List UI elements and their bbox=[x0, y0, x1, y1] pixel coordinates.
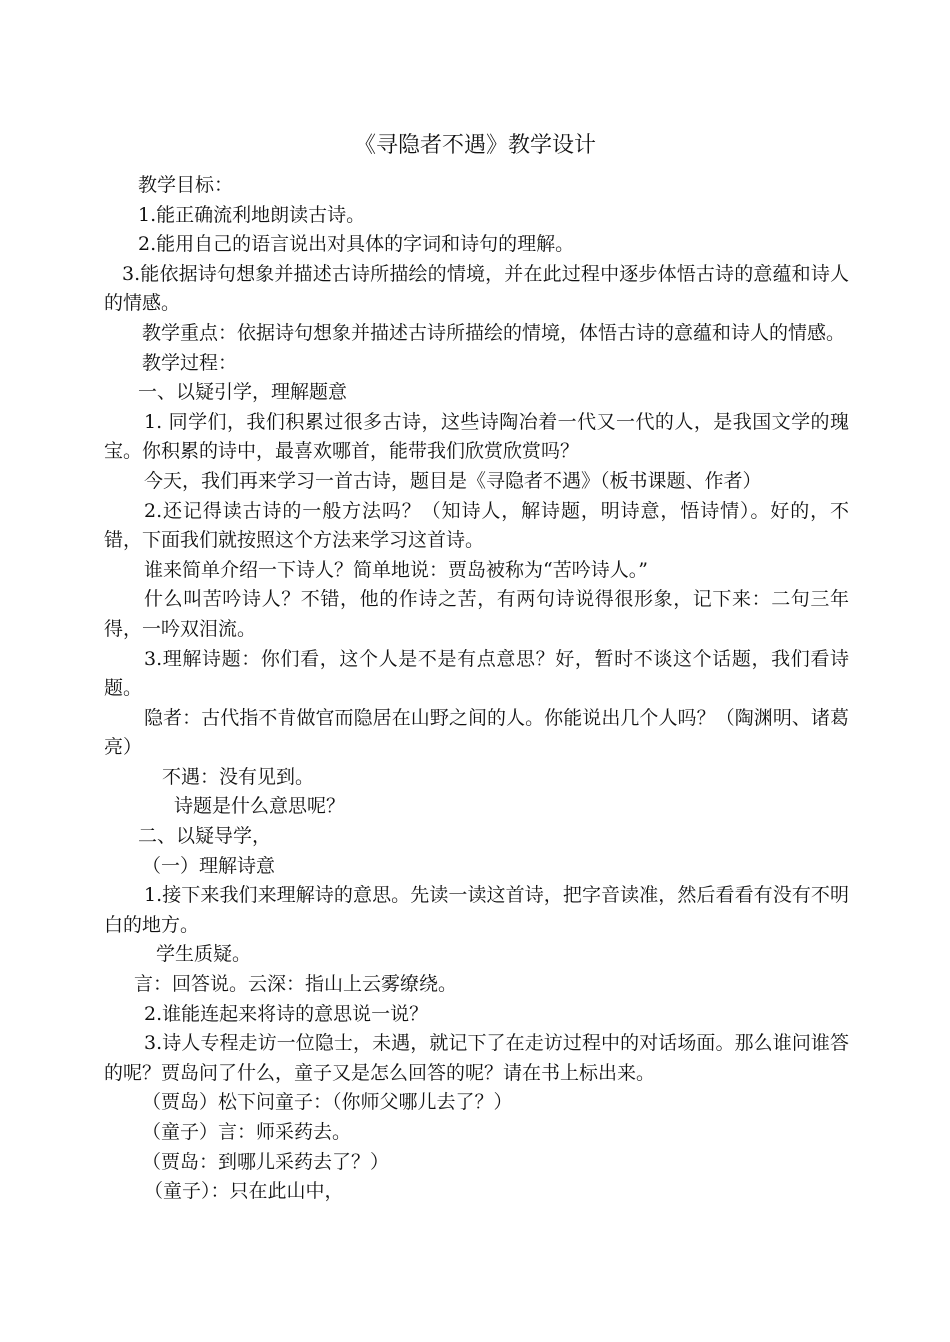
paragraph-understand-2: 2.谁能连起来将诗的意思说一说？ bbox=[144, 1002, 429, 1025]
paragraph-goal-3: 3.能依据诗句想象并描述古诗所描绘的情境，并在此过程中逐步体悟古诗的意蕴和诗人的情感。 bbox=[104, 262, 849, 315]
paragraph-today: 今天，我们再来学习一首古诗，题目是《寻隐者不遇》（板书课题、作者） bbox=[144, 469, 762, 492]
paragraph-not-meet: 不遇：没有见到。 bbox=[162, 765, 315, 788]
paragraph-understand-3: 3.诗人专程走访一位隐士，未遇，就记下了在走访过程中的对话场面。那么谁问谁答的呢？贾岛问了什么，童子又是怎么回答的呢？请在书上标出来。 bbox=[104, 1032, 849, 1084]
paragraph-bitter-poet: 什么叫苦吟诗人？不错，他的作诗之苦，有两句诗说得很形象，记下来：二句三年得，一吟双泪流。 bbox=[104, 588, 849, 640]
paragraph-title-meaning: 诗题是什么意思呢？ bbox=[174, 795, 346, 818]
paragraph-vocab: 言：回答说。云深：指山上云雾缭绕。 bbox=[134, 973, 458, 996]
paragraph-dialogue-4: （童子）：只在此山中， bbox=[144, 1180, 344, 1203]
paragraph-goal-1: 1.能正确流利地朗读古诗。 bbox=[138, 203, 366, 226]
paragraph-dialogue-1: （贾岛）松下问童子：（你师父哪儿去了？） bbox=[142, 1091, 513, 1114]
paragraph-student-questions: 学生质疑。 bbox=[156, 943, 252, 966]
paragraph-subsection-1: （一）理解诗意 bbox=[142, 854, 276, 877]
paragraph-goal-2: 2.能用自己的语言说出对具体的字词和诗句的理解。 bbox=[138, 233, 575, 256]
paragraph-step-1: 1. 同学们，我们积累过很多古诗，这些诗陶冶着一代又一代的人，是我国文学的瑰宝。你积累的诗中，最喜欢哪首，能带我们欣赏欣赏吗？ bbox=[104, 410, 849, 463]
document-body bbox=[104, 171, 849, 1207]
document-title: 《寻隐者不遇》教学设计 bbox=[353, 133, 596, 158]
paragraph-section-2-heading: 二、以疑导学， bbox=[138, 825, 272, 848]
paragraph-understand-1: 1.接下来我们来理解诗的意思。先读一读这首诗，把字音读准，然后看看有没有不明白的地方。 bbox=[104, 884, 849, 936]
paragraph-key-points: 教学重点：依据诗句想象并描述古诗所描绘的情境，体悟古诗的意蕴和诗人的情感。 bbox=[142, 321, 846, 344]
paragraph-step-2: 2.还记得读古诗的一般方法吗？（知诗人，解诗题，明诗意，悟诗情）。好的，不错，下面我们就按照这个方法来学习这首诗。 bbox=[104, 499, 849, 552]
paragraph-step-3: 3.理解诗题：你们看，这个人是不是有点意思？好，暂时不谈这个话题，我们看诗题。 bbox=[104, 647, 849, 700]
paragraph-process-heading: 教学过程： bbox=[142, 351, 238, 374]
paragraph-poet-intro: 谁来简单介绍一下诗人？简单地说：贾岛被称为“苦吟诗人。” bbox=[144, 558, 648, 581]
paragraph-section-1-heading: 一、以疑引学，理解题意 bbox=[138, 381, 348, 404]
paragraph-dialogue-2: （童子）言：师采药去。 bbox=[142, 1121, 352, 1143]
paragraph-dialogue-3: （贾岛：到哪儿采药去了？） bbox=[142, 1150, 390, 1173]
paragraph-goals-heading: 教学目标： bbox=[138, 174, 234, 196]
paragraph-recluse: 隐者：古代指不肯做官而隐居在山野之间的人。你能说出几个人吗？（陶渊明、诸葛亮） bbox=[104, 706, 849, 759]
